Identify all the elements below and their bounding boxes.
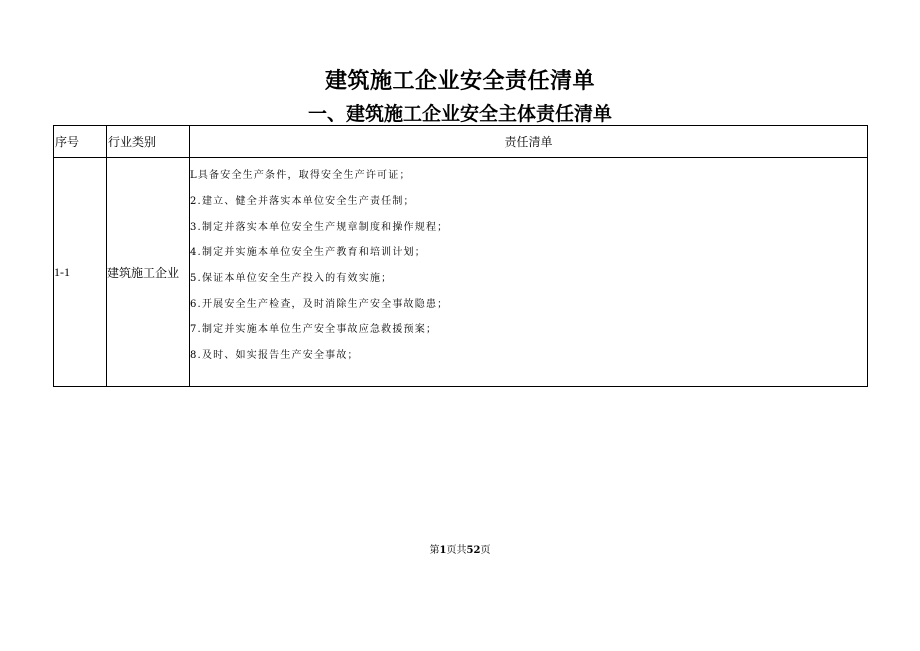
header-responsibility-list: 责任清单: [190, 126, 868, 158]
page-footer: [0, 541, 920, 556]
page-footer-prefix: 第: [429, 545, 440, 556]
page-footer-middle: 页共: [446, 545, 467, 556]
document-title: 建筑施工企业安全责任清单: [324, 69, 595, 94]
responsibility-table: [53, 125, 868, 387]
responsibility-list: [190, 169, 867, 375]
cell-responsibility-list: [190, 158, 868, 387]
header-industry-category: 行业类别: [107, 126, 190, 158]
responsibility-item: 6.开展安全生产检查，及时消除生产安全事故隐患；: [190, 298, 449, 310]
responsibility-item: 8.及时、如实报告生产安全事故；: [190, 350, 359, 362]
responsibility-item: 2.建立、健全并落实本单位安全生产责任制；: [190, 195, 415, 207]
responsibility-item: 4.制定并实施本单位安全生产教育和培训计划；: [190, 247, 426, 259]
table-row: [54, 158, 868, 387]
total-page-count: 52: [466, 545, 481, 556]
cell-industry-category: 建筑施工企业: [107, 158, 190, 387]
table-header-row: [54, 126, 868, 158]
responsibility-item: L具备安全生产条件，取得安全生产许可证；: [190, 170, 411, 182]
responsibility-item: 3.制定并落实本单位安全生产规章制度和操作规程；: [190, 221, 449, 233]
cell-serial-number: 1-1: [54, 158, 107, 387]
page-footer-suffix: 页: [480, 545, 491, 556]
header-serial-number: 序号: [54, 126, 107, 158]
responsibility-item: 7.制定并实施本单位生产安全事故应急救援预案；: [190, 324, 438, 336]
current-page-number: 1: [439, 545, 447, 556]
responsibility-item: 5.保证本单位安全生产投入的有效实施；: [190, 273, 393, 284]
document-subtitle: 一、建筑施工企业安全主体责任清单: [307, 103, 612, 125]
